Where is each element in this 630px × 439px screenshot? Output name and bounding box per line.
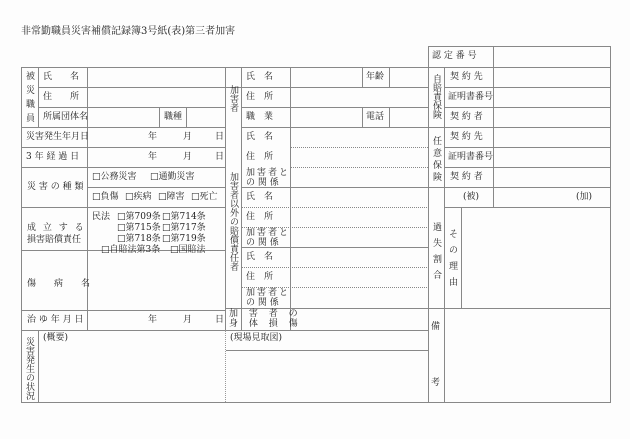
victim-address-field[interactable] bbox=[88, 88, 225, 107]
injury-name-label: 傷 病 名 bbox=[27, 279, 91, 289]
checkbox-article-709[interactable]: □第709条 bbox=[117, 212, 161, 222]
vi-certificate-field[interactable] bbox=[494, 148, 610, 167]
victim-name-label: 氏 名 bbox=[43, 72, 80, 82]
perp-address-field[interactable] bbox=[291, 88, 428, 107]
age-field[interactable] bbox=[390, 68, 428, 87]
remarks-field[interactable] bbox=[445, 309, 610, 402]
perp-injury-label-1: 加 害 者 の bbox=[229, 309, 302, 319]
voluntary-insurance-label: 任意保険 bbox=[431, 136, 441, 184]
checkbox-article-717[interactable]: □第717条 bbox=[162, 223, 206, 233]
ol2-relation-label-2: の 関 係 bbox=[246, 238, 279, 248]
ol3-address-label: 住 所 bbox=[246, 272, 274, 282]
ol3-name-label: 氏 名 bbox=[246, 252, 274, 262]
ol2-name-label: 氏 名 bbox=[246, 192, 274, 202]
age-label: 年齢 bbox=[366, 72, 385, 82]
injury-name-field[interactable] bbox=[88, 251, 225, 310]
vi-contractor-label: 契 約 先 bbox=[450, 132, 483, 142]
ol1-name-field[interactable] bbox=[291, 128, 428, 147]
fault-ratio-label: 過失割合 bbox=[431, 222, 441, 286]
ci-holder-label: 契 約 者 bbox=[450, 112, 483, 122]
perp-name-field[interactable] bbox=[291, 68, 362, 87]
checkbox-article-714[interactable]: □第714条 bbox=[162, 212, 206, 222]
ol1-relation-field[interactable] bbox=[291, 168, 428, 187]
ol3-relation-field[interactable] bbox=[291, 288, 428, 307]
remarks-label-bottom: 考 bbox=[431, 378, 441, 388]
fault-perpetrator-label: (加) bbox=[576, 192, 593, 202]
recovery-date-label: 治 ゆ 年 月 日 bbox=[27, 315, 84, 325]
sketch-label: (現場見取図) bbox=[230, 333, 283, 343]
checkbox-article-718[interactable]: □第718条 bbox=[117, 234, 161, 244]
compulsory-insurance-label: 自賠責保険 bbox=[431, 74, 441, 119]
victim-affiliation-field[interactable] bbox=[88, 108, 159, 127]
summary-label: (概要) bbox=[43, 333, 69, 343]
ci-holder-field[interactable] bbox=[494, 108, 610, 127]
ci-certificate-field[interactable] bbox=[494, 88, 610, 107]
victim-name-field[interactable] bbox=[88, 68, 225, 87]
ol3-relation-label-2: の 関 係 bbox=[246, 298, 279, 308]
ol1-relation-label-1: 加害者と bbox=[246, 168, 291, 178]
fault-ratio-field[interactable] bbox=[480, 188, 570, 207]
ci-contractor-field[interactable] bbox=[494, 68, 610, 87]
checkbox-official-duty[interactable]: □公務災害 bbox=[92, 172, 137, 182]
ol2-address-field[interactable] bbox=[291, 208, 428, 227]
perp-address-label: 住 所 bbox=[246, 92, 274, 102]
checkbox-article-715[interactable]: □第715条 bbox=[117, 223, 161, 233]
vi-certificate-label: 証明書番号 bbox=[448, 152, 494, 162]
ol2-relation-label-1: 加害者と bbox=[246, 228, 291, 238]
phone-label: 電話 bbox=[366, 112, 385, 122]
ol1-address-label: 住 所 bbox=[246, 152, 274, 162]
vi-holder-field[interactable] bbox=[494, 168, 610, 187]
job-type-label: 職種 bbox=[164, 112, 183, 122]
checkbox-death[interactable]: □死亡 bbox=[191, 192, 218, 202]
ci-contractor-label: 契 約 先 bbox=[450, 72, 483, 82]
ol3-relation-label-1: 加害者と bbox=[246, 288, 291, 298]
job-type-field[interactable] bbox=[187, 108, 225, 127]
phone-field[interactable] bbox=[390, 108, 428, 127]
ci-certificate-label: 証明書番号 bbox=[448, 92, 494, 102]
three-year-field[interactable]: 年 月 日 bbox=[148, 152, 225, 162]
ol2-address-label: 住 所 bbox=[246, 212, 274, 222]
checkbox-injury[interactable]: □負傷 bbox=[92, 192, 119, 202]
victim-address-label: 住 所 bbox=[43, 92, 80, 102]
accident-type-label: 災 害 の 種 類 bbox=[27, 182, 84, 192]
perp-injury-label-2: 身 体 損 傷 bbox=[229, 319, 302, 329]
checkbox-disease[interactable]: □疾病 bbox=[125, 192, 152, 202]
checkbox-commuting[interactable]: □通勤災害 bbox=[150, 172, 195, 182]
accident-date-label: 災害発生年月日 bbox=[26, 132, 90, 142]
sketch-field[interactable] bbox=[226, 351, 428, 402]
ol2-name-field[interactable] bbox=[291, 188, 428, 207]
liability-label-1: 成 立 す る bbox=[27, 223, 86, 233]
accident-date-field[interactable]: 年 月 日 bbox=[148, 132, 225, 142]
checkbox-article-719[interactable]: □第719条 bbox=[162, 234, 206, 244]
ol3-address-field[interactable] bbox=[291, 268, 428, 287]
three-year-label: 3 年 経 過 日 bbox=[26, 152, 80, 162]
perp-name-label: 氏 名 bbox=[246, 72, 274, 82]
reason-field[interactable] bbox=[462, 208, 610, 308]
checkbox-auto-liability-act[interactable]: □自賠法第3条 bbox=[101, 245, 161, 255]
ol1-address-field[interactable] bbox=[291, 148, 428, 167]
situation-label: 災害発生の状況 bbox=[24, 337, 34, 400]
remarks-label-top: 備 bbox=[431, 322, 441, 332]
vi-holder-label: 契 約 者 bbox=[450, 172, 483, 182]
checkbox-state-compensation-act[interactable]: □国賠法 bbox=[170, 245, 206, 255]
ol2-relation-field[interactable] bbox=[291, 228, 428, 247]
cert-number-label: 認 定 番 号 bbox=[432, 51, 477, 61]
form-title: 非常勤職員災害補償記録簿3号紙(表)第三者加害 bbox=[21, 26, 236, 37]
perpetrator-group-label: 加害者 bbox=[228, 85, 238, 112]
recovery-date-field[interactable]: 年 月 日 bbox=[148, 315, 225, 325]
cert-number-field[interactable] bbox=[494, 47, 610, 67]
other-liable-group-label: 加害者以外の賠償責任者 bbox=[228, 172, 238, 271]
liability-label-2: 損害賠償責任 bbox=[27, 235, 82, 245]
reason-label: その理由 bbox=[447, 229, 457, 293]
checkbox-disability[interactable]: □障害 bbox=[158, 192, 185, 202]
vi-contractor-field[interactable] bbox=[494, 128, 610, 147]
fault-victim-label: (被) bbox=[463, 192, 480, 202]
perp-injury-field[interactable] bbox=[291, 309, 428, 330]
ol1-relation-label-2: の 関 係 bbox=[246, 178, 279, 188]
victim-affiliation-label: 所属団体名 bbox=[43, 112, 89, 122]
perp-occupation-label: 職 業 bbox=[246, 112, 274, 122]
ol3-name-field[interactable] bbox=[291, 248, 428, 267]
civil-code-label: 民法 bbox=[92, 212, 111, 222]
ol1-name-label: 氏 名 bbox=[246, 132, 274, 142]
victim-group-label: 被災職員 bbox=[24, 71, 34, 127]
perp-occupation-field[interactable] bbox=[291, 108, 362, 127]
summary-field[interactable] bbox=[39, 331, 225, 402]
